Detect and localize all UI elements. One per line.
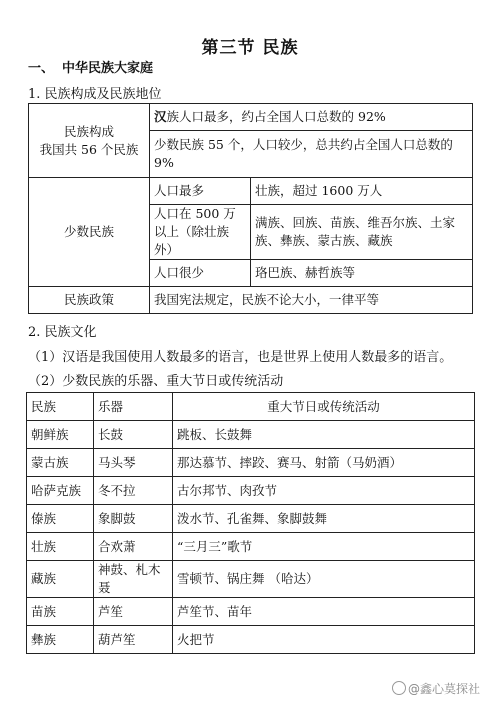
section-title: 中华民族大家庭 [62, 61, 154, 76]
instrument-cell: 神鼓、札木聂 [94, 561, 173, 598]
table-row [27, 598, 475, 626]
instrument-cell: 合欢萧 [94, 533, 173, 561]
instrument-cell: 马头琴 [94, 449, 173, 477]
paragraph-2: （2）少数民族的乐器、重大节日或传统活动 [28, 374, 284, 389]
activity-cell: 泼水节、孔雀舞、象脚鼓舞 [173, 505, 475, 533]
activity-cell: “三月三”歌节 [173, 533, 475, 561]
instrument-cell: 芦笙 [94, 598, 173, 626]
ethnic-cell: 傣族 [27, 505, 94, 533]
activity-cell: 那达慕节、摔跤、赛马、射箭（马奶酒） [173, 449, 475, 477]
table-row [27, 505, 475, 533]
watermark-logo-icon [392, 681, 406, 695]
policy-text: 我国宪法规定，民族不论大小，一律平等 [150, 287, 473, 314]
instrument-cell: 葫芦笙 [94, 626, 173, 654]
section-number: 一、 [28, 61, 55, 76]
han-text: 族人口最多，约占全国人口总数的 92% [166, 109, 386, 124]
activity-cell: 跳板、长鼓舞 [173, 421, 475, 449]
composition-label: 民族构成 我国共 56 个民族 [29, 104, 150, 178]
header-cell: 民族 [27, 393, 94, 421]
ethnic-cell: 哈萨克族 [27, 477, 94, 505]
ethnic-cell: 彝族 [27, 626, 94, 654]
minority-cell: 少数民族 55 个，人口较少，总共约占全国人口总数的 9% [150, 131, 473, 178]
ethnic-cell: 苗族 [27, 598, 94, 626]
activity-cell: 芦笙节、苗年 [173, 598, 475, 626]
row-value: 壮族，超过 1600 万人 [251, 178, 473, 205]
han-bold: 汉 [154, 109, 167, 124]
policy-label: 民族政策 [29, 287, 150, 314]
row-category: 人口很少 [150, 260, 251, 287]
ethnic-culture-table [26, 392, 475, 654]
row-category: 人口在 500 万以上（除壮族外） [150, 205, 251, 260]
table-row [27, 477, 475, 505]
paragraph-1: （1）汉语是我国使用人数最多的语言，也是世界上使用人数最多的语言。 [28, 350, 453, 365]
instrument-cell: 象脚鼓 [94, 505, 173, 533]
table-row [27, 561, 475, 598]
ethnic-cell: 蒙古族 [27, 449, 94, 477]
row-value: 满族、回族、苗族、维吾尔族、土家族、彝族、蒙古族、藏族 [251, 205, 473, 260]
instrument-cell: 冬不拉 [94, 477, 173, 505]
activity-cell: 古尔邦节、肉孜节 [173, 477, 475, 505]
subsection-heading-2: 2. 民族文化 [28, 325, 97, 340]
subsection-heading-1: 1. 民族构成及民族地位 [28, 87, 162, 102]
section-heading [28, 57, 153, 76]
activity-cell: 火把节 [173, 626, 475, 654]
watermark [392, 680, 480, 697]
watermark-text: @鑫心莫探社 [407, 682, 480, 696]
header-cell: 乐器 [94, 393, 173, 421]
ethnic-cell: 藏族 [27, 561, 94, 598]
han-cell [150, 104, 473, 131]
table-row [27, 421, 475, 449]
table-row [27, 449, 475, 477]
ethnic-composition-table [28, 103, 473, 314]
minority-label: 少数民族 [29, 178, 150, 287]
row-value: 珞巴族、赫哲族等 [251, 260, 473, 287]
ethnic-cell: 朝鲜族 [27, 421, 94, 449]
row-category: 人口最多 [150, 178, 251, 205]
page-title: 第三节 民族 [201, 38, 299, 58]
table-row [27, 626, 475, 654]
ethnic-cell: 壮族 [27, 533, 94, 561]
activity-cell: 雪顿节、锅庄舞 （哈达） [173, 561, 475, 598]
instrument-cell: 长鼓 [94, 421, 173, 449]
header-cell: 重大节日或传统活动 [173, 393, 475, 421]
table-row [27, 533, 475, 561]
